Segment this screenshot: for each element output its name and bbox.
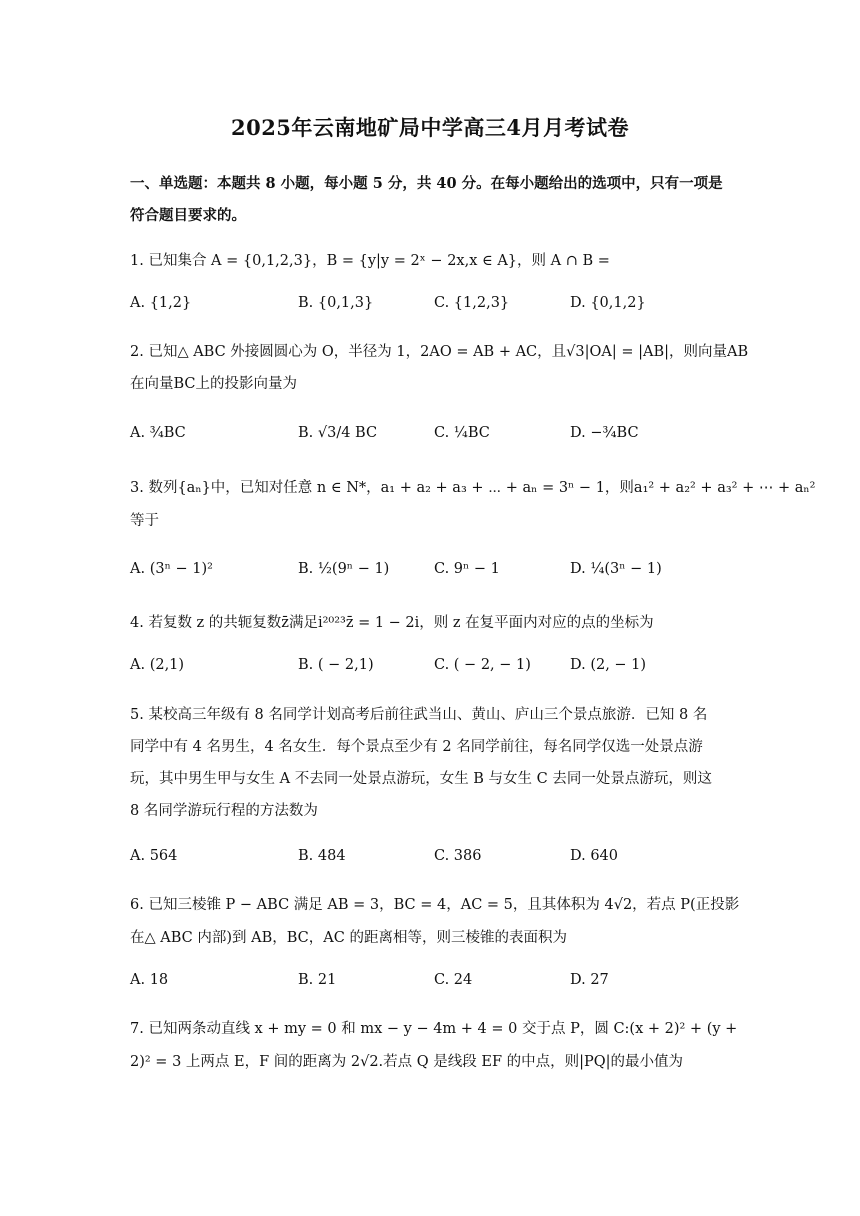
- question-1-option-b: B. {0,1,3}: [298, 295, 374, 311]
- question-6-option-b: B. 21: [298, 972, 337, 988]
- question-3-option-a: A. (3ⁿ − 1)²: [130, 561, 213, 577]
- section-heading-line1: 一、单选题：本题共 8 小题，每小题 5 分，共 40 分。在每小题给出的选项中，只有一项是: [130, 175, 723, 192]
- question-6-line-2: 在△ ABC 内部)到 AB，BC，AC 的距离相等，则三棱锥的表面积为: [130, 930, 567, 946]
- question-6-option-a: A. 18: [130, 972, 169, 988]
- question-2-option-a: A. ¾BC: [130, 425, 186, 441]
- question-4-option-c: C. ( − 2, − 1): [434, 657, 531, 673]
- question-3-line-1: 3. 数列{aₙ}中，已知对任意 n ∈ N*，a₁ + a₂ + a₃ + ⋯ + aₙ = 3ⁿ − 1，则a₁² + a₂² + a₃² + ⋯ + aₙ²: [130, 480, 816, 496]
- question-5-line-4: 8 名同学游玩行程的方法数为: [130, 803, 318, 819]
- question-4-option-a: A. (2,1): [130, 657, 185, 673]
- question-7-line-2: 2)² = 3 上两点 E，F 间的距离为 2√2.若点 Q 是线段 EF 的中点，则|PQ|的最小值为: [130, 1054, 684, 1070]
- question-6-option-c: C. 24: [434, 972, 473, 988]
- question-4-line-1: 4. 若复数 z 的共轭复数z̄满足i²⁰²³z̄ = 1 − 2i，则 z 在复平面内对应的点的坐标为: [130, 615, 654, 631]
- question-4-option-d: D. (2, − 1): [570, 657, 647, 673]
- question-2-option-b: B. √3/4 BC: [298, 425, 378, 441]
- question-1-option-d: D. {0,1,2}: [570, 295, 646, 311]
- question-5-line-2: 同学中有 4 名男生，4 名女生．每个景点至少有 2 名同学前往，每名同学仅选一处景点游: [130, 739, 703, 755]
- question-5-option-b: B. 484: [298, 848, 346, 864]
- question-3-option-b: B. ½(9ⁿ − 1): [298, 561, 390, 577]
- question-2-line-1: 2. 已知△ ABC 外接圆圆心为 O，半径为 1，2AO = AB + AC，且√3|OA| = |AB|，则向量AB: [130, 344, 749, 360]
- question-7-line-1: 7. 已知两条动直线 x + my = 0 和 mx − y − 4m + 4 = 0 交于点 P，圆 C:(x + 2)² + (y +: [130, 1021, 738, 1037]
- question-5-line-1: 5. 某校高三年级有 8 名同学计划高考后前往武当山、黄山、庐山三个景点旅游．已知 8 名: [130, 707, 708, 723]
- question-3-option-d: D. ¼(3ⁿ − 1): [570, 561, 662, 577]
- question-1-line-1: 1. 已知集合 A = {0,1,2,3}，B = {y|y = 2ˣ − 2x,x ∈ A}，则 A ∩ B =: [130, 253, 610, 269]
- question-2-line-2: 在向量BC上的投影向量为: [130, 376, 298, 392]
- question-5-option-c: C. 386: [434, 848, 482, 864]
- question-6-option-d: D. 27: [570, 972, 609, 988]
- question-2-option-c: C. ¼BC: [434, 425, 490, 441]
- question-5-option-a: A. 564: [130, 848, 178, 864]
- question-1-option-c: C. {1,2,3}: [434, 295, 510, 311]
- question-3-option-c: C. 9ⁿ − 1: [434, 561, 500, 577]
- question-5-option-d: D. 640: [570, 848, 619, 864]
- question-2-option-d: D. −¾BC: [570, 425, 639, 441]
- question-3-line-2: 等于: [130, 513, 159, 529]
- section-heading-line2: 符合题目要求的。: [130, 207, 246, 224]
- question-5-line-3: 玩，其中男生甲与女生 A 不去同一处景点游玩，女生 B 与女生 C 去同一处景点游玩，则这: [130, 771, 712, 787]
- question-1-option-a: A. {1,2}: [130, 295, 192, 311]
- question-4-option-b: B. ( − 2,1): [298, 657, 374, 673]
- question-6-line-1: 6. 已知三棱锥 P − ABC 满足 AB = 3，BC = 4，AC = 5，且其体积为 4√2，若点 P(正投影: [130, 897, 740, 913]
- exam-title: 2025年云南地矿局中学高三4月月考试卷: [230, 115, 630, 140]
